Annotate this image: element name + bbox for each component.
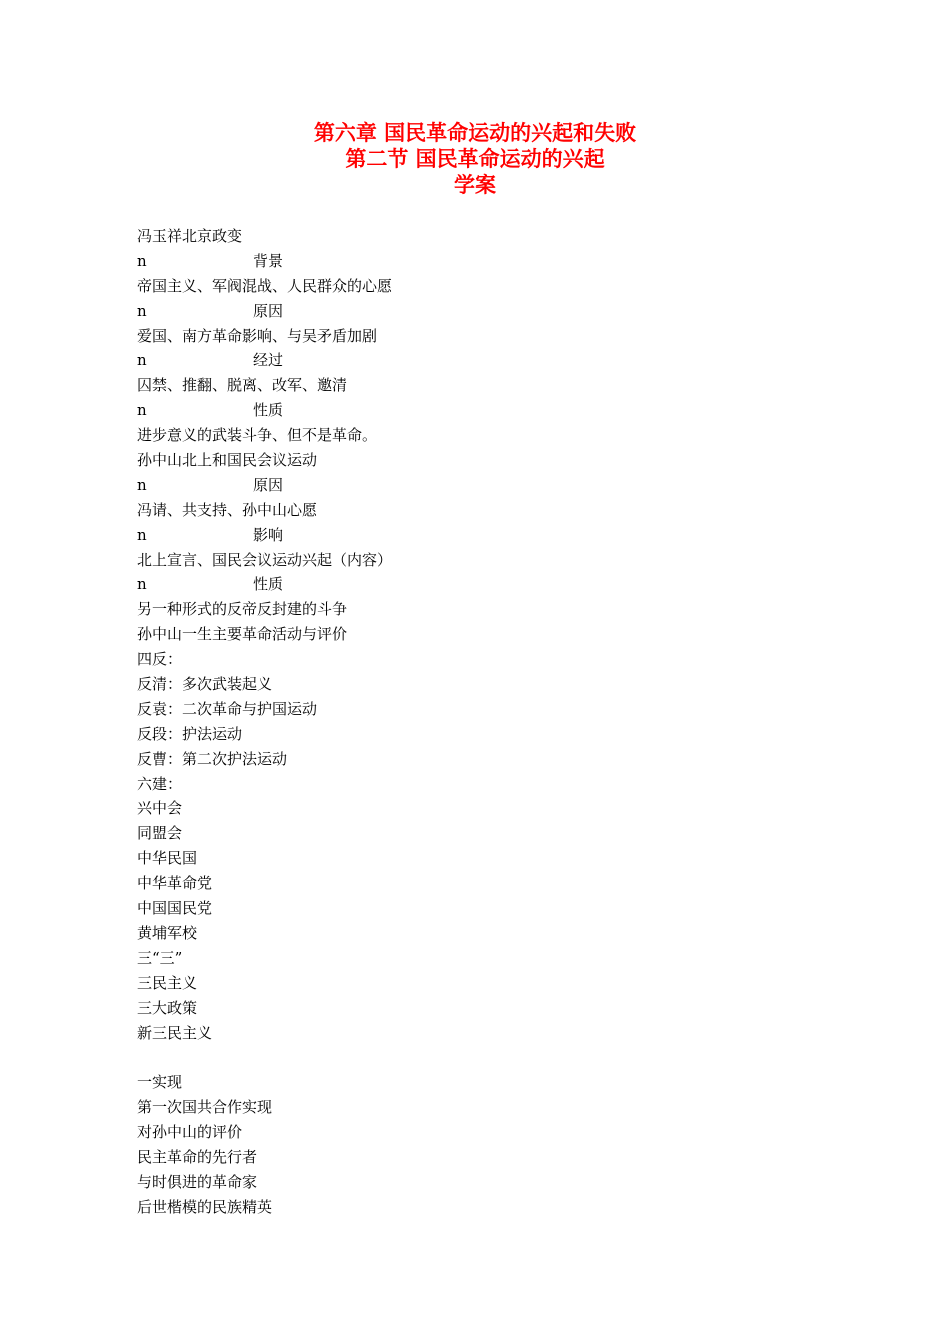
text-line: 后世楷模的民族精英 <box>137 1197 273 1216</box>
text-line: 另一种形式的反帝反封建的斗争 <box>137 600 348 619</box>
text-line: 三大政策 <box>137 998 198 1017</box>
bullet-item <box>137 249 837 274</box>
bullet-marker: n <box>137 401 147 420</box>
text-line: 反清：多次武装起义 <box>137 675 273 694</box>
bullet-label: 背景 <box>253 251 284 270</box>
document-title <box>0 120 950 198</box>
bullet-label: 原因 <box>253 301 284 320</box>
blank-line <box>137 1045 837 1070</box>
heading-sun-activities: 孙中山一生主要革命活动与评价 <box>137 625 348 644</box>
bullet-marker: n <box>137 301 147 320</box>
bullet-item <box>137 299 837 324</box>
bullet-item <box>137 348 837 373</box>
text-line: 中华民国 <box>137 849 198 868</box>
bullet-marker: n <box>137 351 147 370</box>
bullet-item <box>137 398 837 423</box>
text-line: 北上宣言、国民会议运动兴起（内容） <box>137 550 393 569</box>
text-line: 同盟会 <box>137 824 183 843</box>
text-line: 反曹：第二次护法运动 <box>137 749 288 768</box>
chapter-title: 第六章 国民革命运动的兴起和失败 <box>313 120 637 145</box>
bullet-label: 经过 <box>253 351 284 370</box>
bullet-label: 原因 <box>253 475 284 494</box>
text-line: 对孙中山的评价 <box>137 1123 243 1142</box>
text-line: 三“三” <box>137 948 183 967</box>
bullet-label: 影响 <box>253 525 284 544</box>
study-guide-title: 学案 <box>454 172 496 197</box>
bullet-item <box>137 572 837 597</box>
bullet-marker: n <box>137 525 147 544</box>
text-line: 冯请、共支持、孙中山心愿 <box>137 500 318 519</box>
bullet-marker: n <box>137 475 147 494</box>
text-line: 反袁：二次革命与护国运动 <box>137 699 318 718</box>
bullet-item <box>137 523 837 548</box>
text-line: 帝国主义、军阀混战、人民群众的心愿 <box>137 276 393 295</box>
section-title: 第二节 国民革命运动的兴起 <box>345 146 605 171</box>
text-line: 进步意义的武装斗争、但不是革命。 <box>137 426 378 445</box>
text-line: 一实现 <box>137 1073 183 1092</box>
document-body <box>137 224 837 1220</box>
bullet-marker: n <box>137 575 147 594</box>
heading-feng-coup: 冯玉祥北京政变 <box>137 227 243 245</box>
bullet-marker: n <box>137 251 147 270</box>
text-line: 三民主义 <box>137 973 198 992</box>
heading-sun-north: 孙中山北上和国民会议运动 <box>137 451 318 470</box>
text-line: 兴中会 <box>137 799 183 818</box>
text-line: 与时俱进的革命家 <box>137 1172 258 1191</box>
text-line: 民主革命的先行者 <box>137 1147 258 1166</box>
bullet-label: 性质 <box>253 575 284 594</box>
text-line: 反段：护法运动 <box>137 724 243 743</box>
text-line: 六建： <box>137 774 183 793</box>
text-line: 中国国民党 <box>137 899 213 918</box>
bullet-label: 性质 <box>253 401 284 420</box>
text-line: 黄埔军校 <box>137 923 198 942</box>
text-line: 新三民主义 <box>137 1023 213 1042</box>
text-line: 第一次国共合作实现 <box>137 1098 273 1117</box>
text-line: 囚禁、推翻、脱离、改军、邀清 <box>137 376 348 395</box>
text-line: 四反： <box>137 650 183 669</box>
bullet-item <box>137 473 837 498</box>
text-line: 爱国、南方革命影响、与吴矛盾加剧 <box>137 326 378 345</box>
text-line: 中华革命党 <box>137 874 213 893</box>
